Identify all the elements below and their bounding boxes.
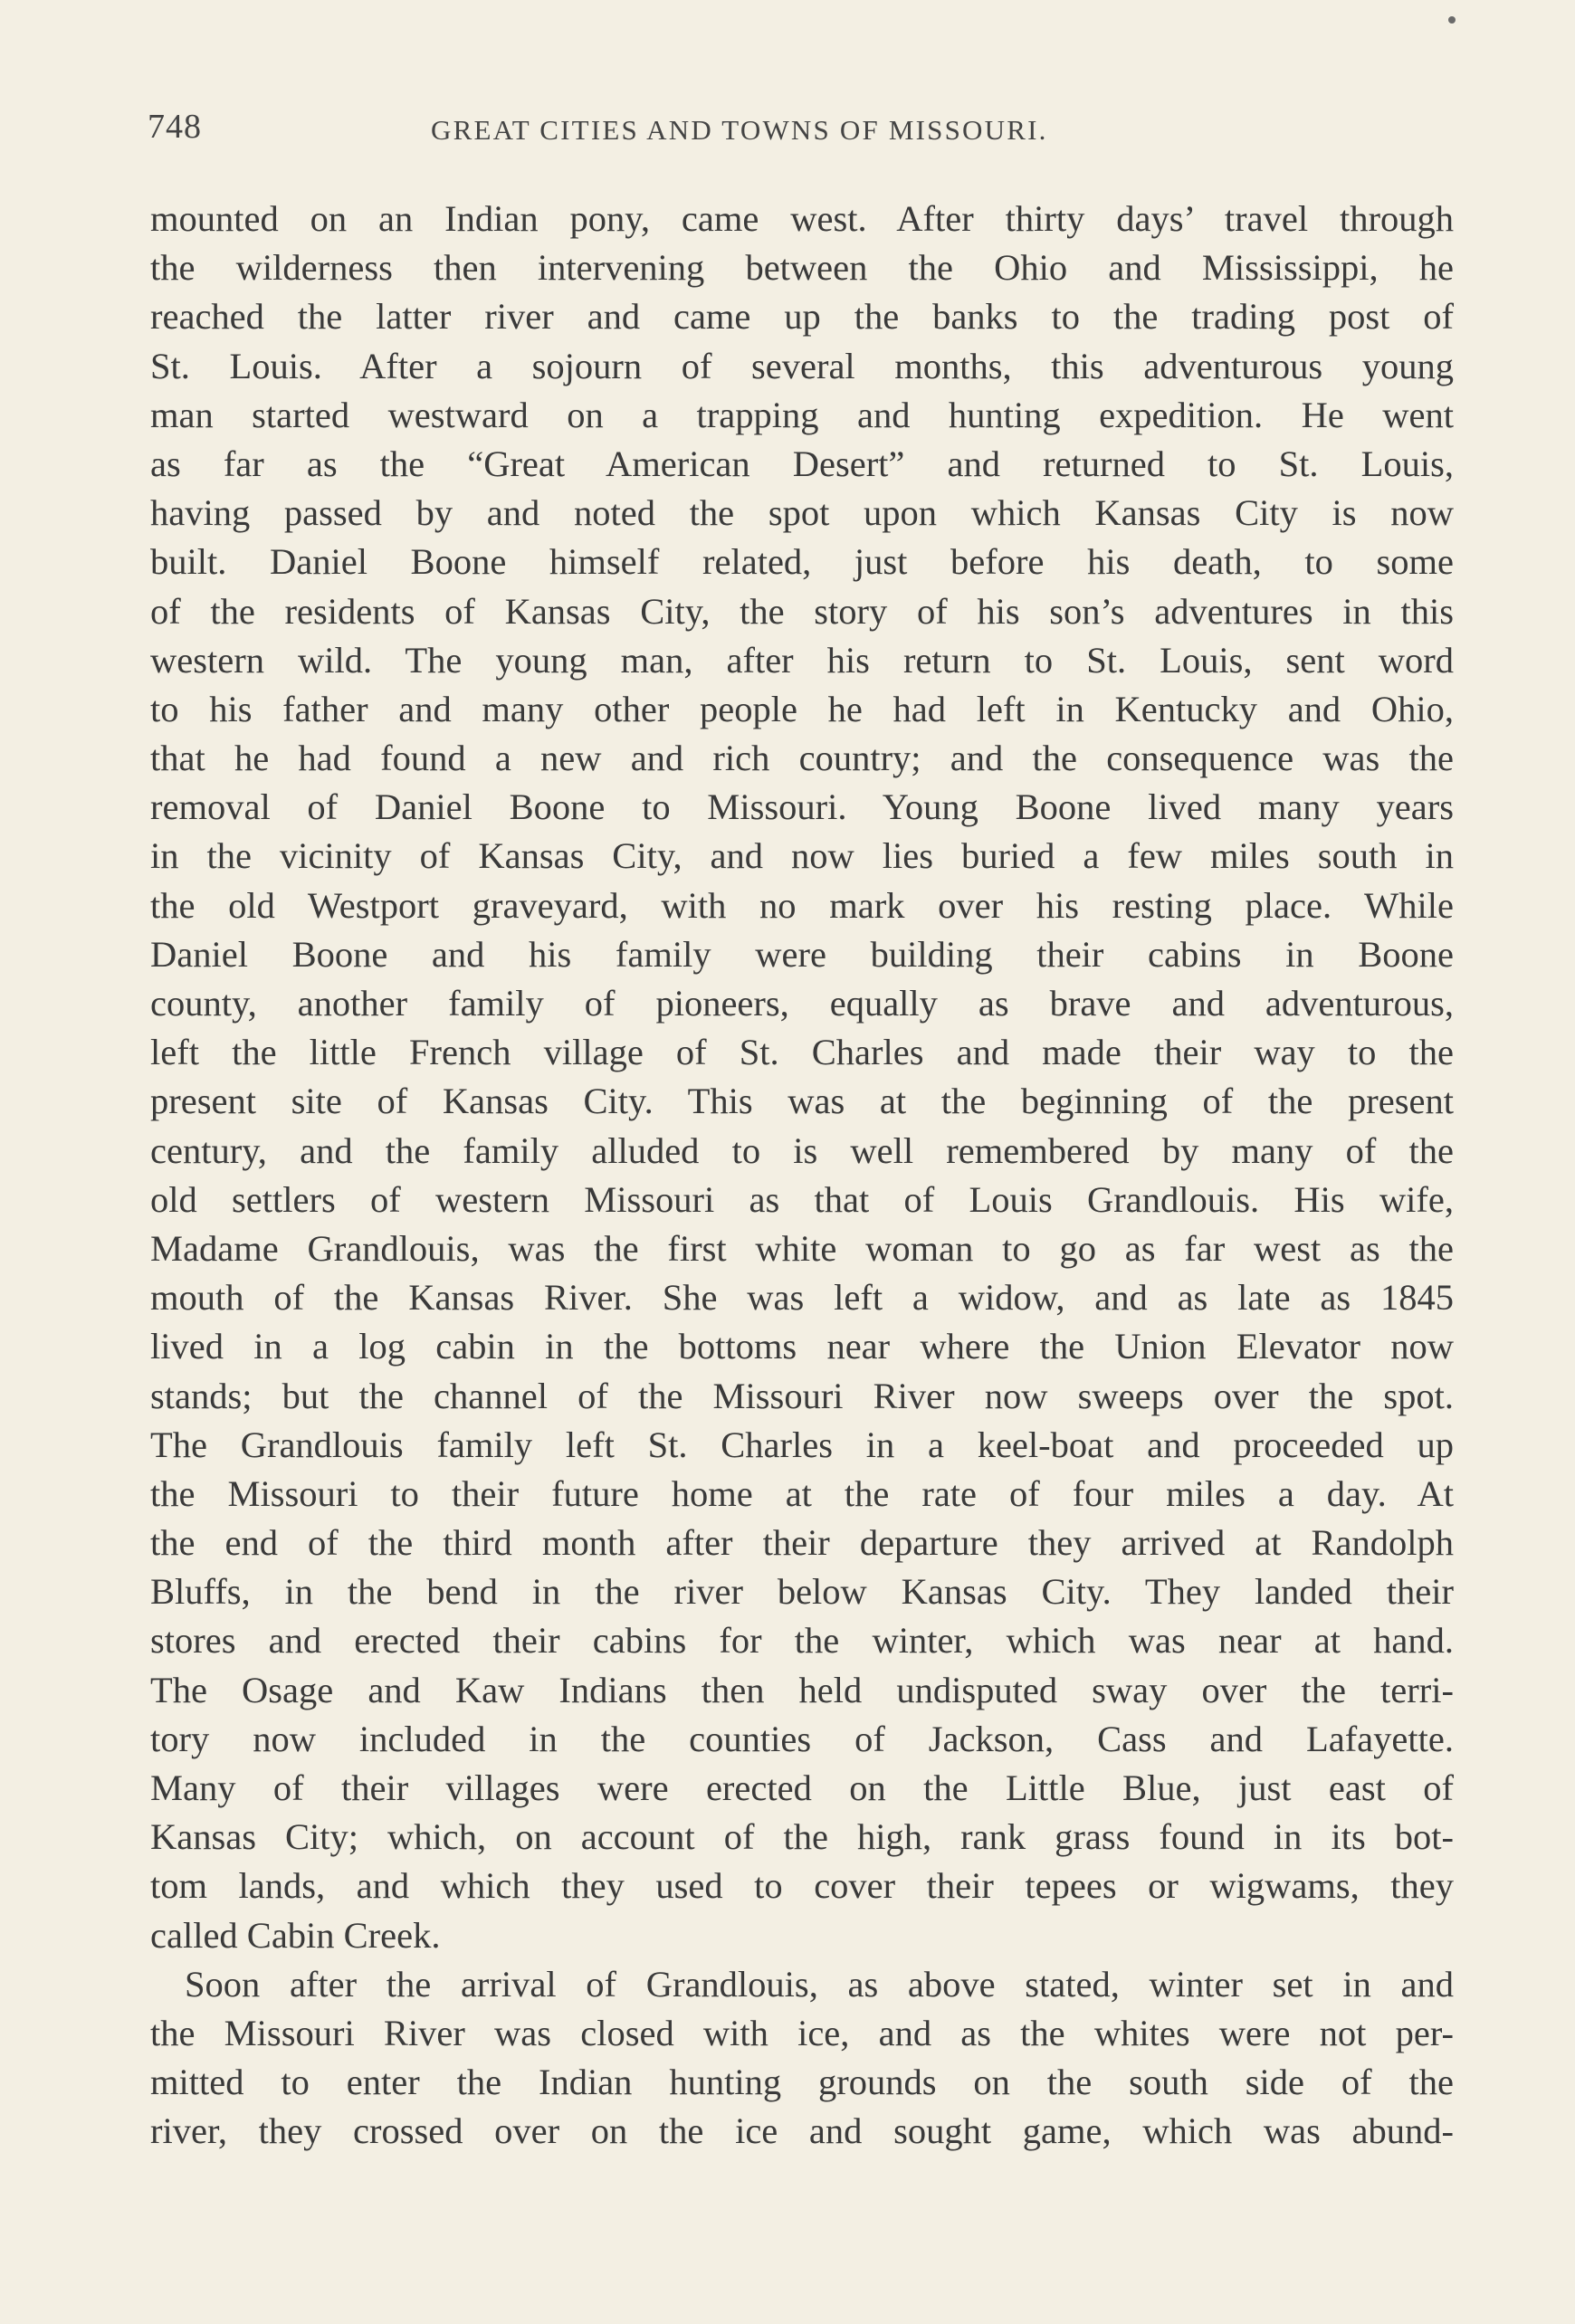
text-line: lived in a log cabin in the bottoms near where the Union Elevator now [150, 1326, 1454, 1367]
text-line: the Missouri to their future home at the rate of four miles a day. At [150, 1472, 1454, 1514]
text-line: mounted on an Indian pony, came west. After thirty days’ travel through [150, 198, 1454, 239]
paragraph-start-line: Soon after the arrival of Grandlouis, as above stated, winter set in and [185, 1963, 1454, 2005]
text-line: Kansas City; which, on account of the high, rank grass found in its bot- [150, 1816, 1454, 1858]
text-line: Bluffs, in the bend in the river below Kansas City. They landed their [150, 1571, 1454, 1613]
text-line: the Missouri River was closed with ice, and as the whites were not per- [150, 2012, 1454, 2053]
text-line: Many of their villages were erected on the Little Blue, just east of [150, 1767, 1454, 1808]
text-line: reached the latter river and came up the banks to the trading post of [150, 296, 1454, 338]
text-line: built. Daniel Boone himself related, just before his death, to some [150, 541, 1454, 583]
text-line: county, another family of pioneers, equally as brave and adventurous, [150, 983, 1454, 1024]
text-line: to his father and many other people he had left in Kentucky and Ohio, [150, 688, 1454, 729]
text-line: century, and the family alluded to is well remembered by many of the [150, 1129, 1454, 1171]
text-line: stores and erected their cabins for the winter, which was near at hand. [150, 1620, 1454, 1662]
text-line: having passed by and noted the spot upon which Kansas City is now [150, 492, 1454, 534]
text-line: St. Louis. After a sojourn of several months, this adventurous young [150, 345, 1454, 386]
text-line: stands; but the channel of the Missouri River now sweeps over the spot. [150, 1375, 1454, 1416]
text-line: tory now included in the counties of Jackson, Cass and Lafayette. [150, 1718, 1454, 1759]
running-title: GREAT CITIES AND TOWNS OF MISSOURI. [431, 114, 1048, 146]
text-line: tom lands, and which they used to cover their tepees or wigwams, they [150, 1865, 1454, 1907]
text-line: western wild. The young man, after his return to St. Louis, sent word [150, 639, 1454, 681]
text-line: the wilderness then intervening between the Ohio and Mississippi, he [150, 247, 1454, 289]
text-line: in the vicinity of Kansas City, and now lies buried a few miles south in [150, 835, 1454, 877]
text-line: mouth of the Kansas River. She was left a widow, and as late as 1845 [150, 1277, 1454, 1319]
text-line: The Osage and Kaw Indians then held undisputed sway over the terri- [150, 1669, 1454, 1710]
body-text [150, 195, 1454, 2157]
ink-speck [1448, 16, 1456, 24]
text-line: of the residents of Kansas City, the story of his son’s adventures in this [150, 590, 1454, 632]
text-line: The Grandlouis family left St. Charles in a keel-boat and proceeded up [150, 1424, 1454, 1465]
text-line: old settlers of western Missouri as that of Louis Grandlouis. His wife, [150, 1178, 1454, 1220]
text-line: the end of the third month after their departure they arrived at Randolph [150, 1522, 1454, 1564]
text-line: river, they crossed over on the ice and sought game, which was abund- [150, 2110, 1454, 2152]
text-line: removal of Daniel Boone to Missouri. Young Boone lived many years [150, 786, 1454, 828]
page-header [0, 107, 1575, 152]
text-line: as far as the “Great American Desert” and returned to St. Louis, [150, 443, 1454, 484]
text-line: left the little French village of St. Charles and made their way to the [150, 1032, 1454, 1073]
text-line: man started westward on a trapping and hunting expedition. He went [150, 394, 1454, 435]
text-line: the old Westport graveyard, with no mark over his resting place. While [150, 884, 1454, 926]
text-line: that he had found a new and rich country; and the consequence was the [150, 738, 1454, 779]
text-line: Daniel Boone and his family were building their cabins in Boone [150, 933, 1454, 975]
text-line: mitted to enter the Indian hunting grounds on the south side of the [150, 2062, 1454, 2103]
page-number: 748 [148, 108, 202, 146]
text-line: present site of Kansas City. This was at the beginning of the present [150, 1081, 1454, 1122]
text-line: Madame Grandlouis, was the first white woman to go as far west as the [150, 1227, 1454, 1269]
paragraph-end-line: called Cabin Creek. [150, 1914, 441, 1956]
